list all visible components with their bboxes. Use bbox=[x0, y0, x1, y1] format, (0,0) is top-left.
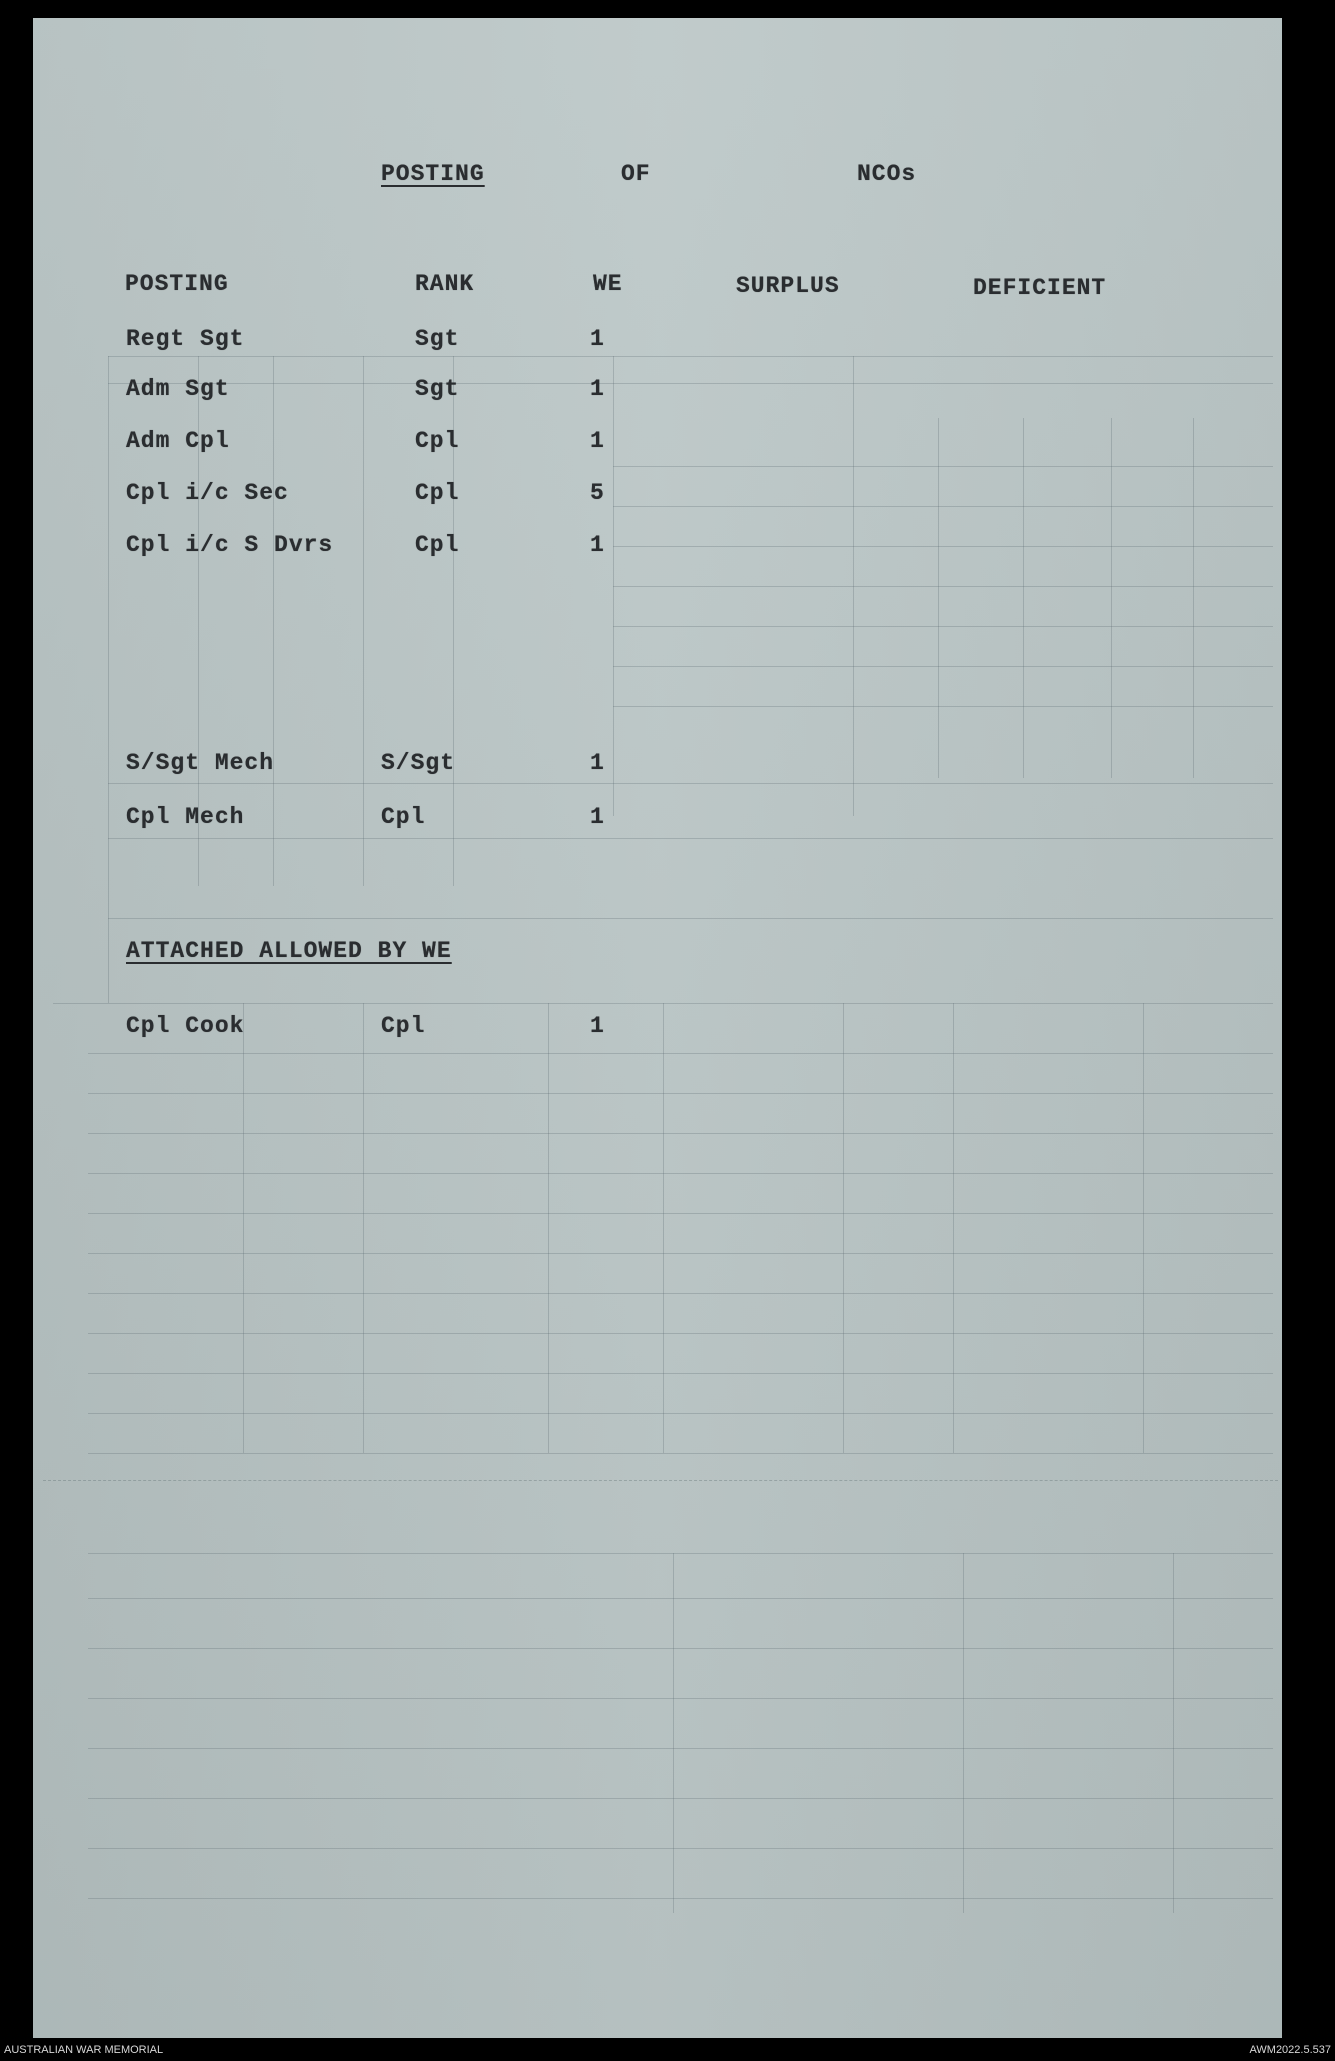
ghost-line bbox=[88, 1093, 1273, 1094]
row-posting: Cpl i/c Sec bbox=[126, 480, 289, 506]
ghost-line bbox=[88, 1333, 1273, 1334]
row-posting: Cpl Cook bbox=[126, 1013, 245, 1039]
ghost-line bbox=[88, 1848, 1273, 1849]
ghost-line bbox=[1023, 418, 1024, 778]
ghost-line bbox=[273, 356, 274, 886]
ghost-line bbox=[1193, 418, 1194, 778]
ghost-line bbox=[1173, 1553, 1174, 1913]
document-sheet bbox=[33, 18, 1282, 2038]
title-ncos: NCOs bbox=[857, 161, 917, 187]
ghost-line bbox=[613, 546, 1273, 547]
column-header-we: WE bbox=[593, 271, 623, 297]
row-rank: S/Sgt bbox=[381, 750, 456, 776]
ghost-line bbox=[88, 1553, 1273, 1554]
ghost-line bbox=[1111, 418, 1112, 778]
ghost-line bbox=[1143, 1003, 1144, 1453]
title-posting: POSTING bbox=[381, 161, 485, 187]
ghost-line bbox=[613, 356, 614, 816]
ghost-line bbox=[363, 1003, 364, 1453]
row-posting: Regt Sgt bbox=[126, 326, 245, 352]
footer-archive-credit: AUSTRALIAN WAR MEMORIAL bbox=[4, 2044, 164, 2056]
row-rank: Cpl bbox=[381, 1013, 426, 1039]
ghost-line bbox=[613, 706, 1273, 707]
row-posting: Cpl i/c S Dvrs bbox=[126, 532, 334, 558]
column-header-deficient: DEFICIENT bbox=[973, 275, 1107, 301]
ghost-line bbox=[88, 1053, 1273, 1054]
row-we: 1 bbox=[590, 804, 605, 830]
ghost-line bbox=[88, 1213, 1273, 1214]
row-rank: Cpl bbox=[415, 480, 460, 506]
ghost-line bbox=[88, 1748, 1273, 1749]
ghost-line bbox=[88, 1293, 1273, 1294]
ghost-line bbox=[613, 466, 1273, 467]
ghost-dashed-line bbox=[43, 1480, 1278, 1481]
ghost-line bbox=[88, 1373, 1273, 1374]
row-rank: Cpl bbox=[415, 532, 460, 558]
row-rank: Sgt bbox=[415, 376, 460, 402]
row-posting: Adm Cpl bbox=[126, 428, 230, 454]
ghost-line bbox=[88, 1253, 1273, 1254]
row-we: 1 bbox=[590, 428, 605, 454]
ghost-line bbox=[108, 356, 1273, 357]
ghost-line bbox=[108, 783, 1273, 784]
ghost-line bbox=[88, 1173, 1273, 1174]
ghost-line bbox=[88, 1648, 1273, 1649]
footer-accession-number: AWM2022.5.537 bbox=[1249, 2044, 1331, 2056]
ghost-line bbox=[938, 418, 939, 778]
ghost-line bbox=[88, 1698, 1273, 1699]
row-we: 1 bbox=[590, 750, 605, 776]
ghost-line bbox=[613, 666, 1273, 667]
row-rank: Sgt bbox=[415, 326, 460, 352]
ghost-line bbox=[613, 626, 1273, 627]
ghost-line bbox=[88, 1898, 1273, 1899]
row-we: 1 bbox=[590, 326, 605, 352]
ghost-line bbox=[88, 1133, 1273, 1134]
column-header-surplus: SURPLUS bbox=[736, 273, 840, 299]
ghost-line bbox=[548, 1003, 549, 1453]
column-header-rank: RANK bbox=[415, 271, 475, 297]
ghost-line bbox=[108, 838, 1273, 839]
ghost-line bbox=[243, 1003, 244, 1453]
ghost-line bbox=[843, 1003, 844, 1453]
row-we: 1 bbox=[590, 532, 605, 558]
row-rank: Cpl bbox=[415, 428, 460, 454]
ghost-line bbox=[88, 1798, 1273, 1799]
attached-heading: ATTACHED ALLOWED BY WE bbox=[126, 938, 452, 964]
ghost-line bbox=[108, 918, 1273, 919]
ghost-line bbox=[108, 356, 109, 1003]
ghost-line bbox=[953, 1003, 954, 1453]
ghost-line bbox=[613, 586, 1273, 587]
title-of: OF bbox=[621, 161, 651, 187]
row-we: 5 bbox=[590, 480, 605, 506]
row-posting: S/Sgt Mech bbox=[126, 750, 275, 776]
ghost-line bbox=[108, 383, 1273, 384]
ghost-line bbox=[88, 1413, 1273, 1414]
ghost-line bbox=[663, 1003, 664, 1453]
ghost-line bbox=[363, 356, 364, 886]
column-header-posting: POSTING bbox=[125, 271, 229, 297]
ghost-line bbox=[853, 356, 854, 816]
row-posting: Cpl Mech bbox=[126, 804, 245, 830]
row-we: 1 bbox=[590, 376, 605, 402]
row-posting: Adm Sgt bbox=[126, 376, 230, 402]
ghost-line bbox=[88, 1453, 1273, 1454]
ghost-line bbox=[613, 506, 1273, 507]
ghost-line bbox=[88, 1598, 1273, 1599]
row-rank: Cpl bbox=[381, 804, 426, 830]
ghost-line bbox=[673, 1553, 674, 1913]
row-we: 1 bbox=[590, 1013, 605, 1039]
ghost-line bbox=[963, 1553, 964, 1913]
